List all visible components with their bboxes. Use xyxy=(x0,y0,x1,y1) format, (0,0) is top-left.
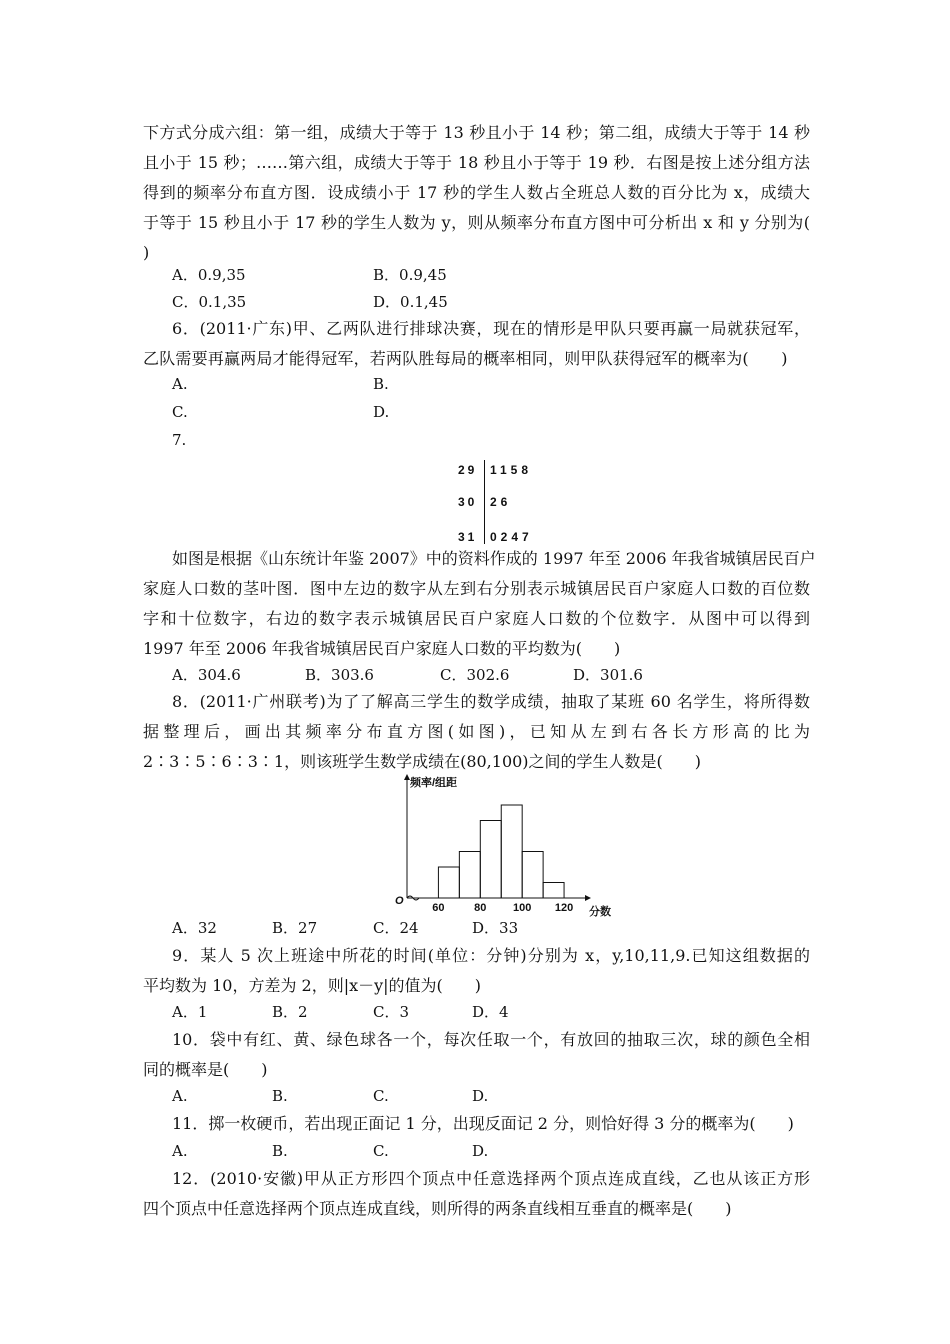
q8-line-2: 据整理后，画出其频率分布直方图(如图)，已知从左到右各长方形高的比为 xyxy=(143,722,810,741)
q8-option-a: A．32 xyxy=(172,919,217,937)
q7-option-c: C．302.6 xyxy=(440,666,510,684)
q10-option-b: B. xyxy=(272,1087,288,1105)
q6-option-a: A. xyxy=(172,375,188,393)
q5-line-1: 下方式分成六组：第一组，成绩大于等于 13 秒且小于 14 秒；第二组，成绩大于等于 14 秒 xyxy=(143,123,810,142)
histogram-ticks xyxy=(432,902,573,914)
leaves-29: 1158 xyxy=(490,463,533,477)
x-tick-label-60: 60 xyxy=(432,902,445,914)
q7-line-1: 如图是根据《山东统计年鉴 2007》中的资料作成的 1997 年至 2006 年我省城镇居民百户 xyxy=(172,549,816,568)
q5-option-c: C．0.1,35 xyxy=(172,293,247,311)
q11-line-1: 11．掷一枚硬币，若出现正面记 1 分，出现反面记 2 分，则恰好得 3 分的概率为( ) xyxy=(172,1114,794,1133)
q11-option-a: A. xyxy=(172,1142,188,1160)
q6-option-b: B. xyxy=(373,375,389,393)
x-tick-label-100: 100 xyxy=(512,902,532,914)
q11-option-b: B. xyxy=(272,1142,288,1160)
q5-option-a: A．0.9,35 xyxy=(172,266,246,284)
histogram-ylabel: 频率/组距 xyxy=(410,777,458,789)
q7-line-2: 家庭人口数的茎叶图．图中左边的数字从左到右分别表示城镇居民百户家庭人口数的百位数 xyxy=(143,579,810,598)
leaves-31: 0247 xyxy=(490,530,533,544)
q10-option-c: C. xyxy=(373,1087,389,1105)
frequency-histogram xyxy=(380,770,611,920)
q5-line-4: 于等于 15 秒且小于 17 秒的学生人数为 y，则从频率分布直方图中可分析出 x 和 y 分别为( xyxy=(143,213,810,232)
histogram-origin-label: O xyxy=(395,895,404,907)
q7-option-d: D．301.6 xyxy=(573,666,643,684)
q8-option-c: C．24 xyxy=(373,919,419,937)
q6-option-c: C. xyxy=(172,403,188,421)
q5-line-5: ) xyxy=(143,243,150,262)
histogram-bar-80-90 xyxy=(480,821,501,899)
q9-option-d: D．4 xyxy=(472,1003,509,1021)
q7-option-a: A．304.6 xyxy=(172,666,241,684)
q7-line-3: 字和十位数字，右边的数字表示城镇居民百户家庭人口数的个位数字．从图中可以得到 xyxy=(143,609,810,628)
q5-line-3: 得到的频率分布直方图．设成绩小于 17 秒的学生人数占全班总人数的百分比为 x，成绩大 xyxy=(143,183,810,202)
leaves-30: 26 xyxy=(490,495,512,509)
x-tick-label-80: 80 xyxy=(474,902,487,914)
histogram-bar-60-70 xyxy=(438,867,459,898)
stem-leaf-plot xyxy=(440,458,560,548)
histogram-xlabel: 分数 xyxy=(589,906,611,918)
q6-line-2: 乙队需要再赢两局才能得冠军，若两队胜每局的概率相同，则甲队获得冠军的概率为( ) xyxy=(143,349,788,368)
q6-option-d: D. xyxy=(373,403,390,421)
stem-30: 30 xyxy=(458,495,478,509)
q6-line-1: 6．(2011·广东)甲、乙两队进行排球决赛，现在的情形是甲队只要再赢一局就获冠军， xyxy=(172,319,810,338)
q9-option-c: C．3 xyxy=(373,1003,410,1021)
q12-line-2: 四个顶点中任意选择两个顶点连成直线，则所得的两条直线相互垂直的概率是( ) xyxy=(143,1199,732,1218)
stem-29: 29 xyxy=(458,463,478,477)
q12-line-1: 12．(2010·安徽)甲从正方形四个顶点中任意选择两个顶点连成直线，乙也从该正方形 xyxy=(172,1169,810,1188)
stem-31: 31 xyxy=(458,530,478,544)
x-axis-arrow xyxy=(585,895,591,901)
histogram-axes xyxy=(404,774,591,901)
q10-option-d: D. xyxy=(472,1087,489,1105)
q7-line-4: 1997 年至 2006 年我省城镇居民百户家庭人口数的平均数为( ) xyxy=(143,639,621,658)
q5-line-2: 且小于 15 秒；……第六组，成绩大于等于 18 秒且小于等于 19 秒．右图是按上述分组方法 xyxy=(143,153,810,172)
q10-option-a: A. xyxy=(172,1087,188,1105)
q10-line-1: 10．袋中有红、黄、绿色球各一个，每次任取一个，有放回的抽取三次，球的颜色全相 xyxy=(172,1030,810,1049)
q8-option-b: B．27 xyxy=(272,919,318,937)
q9-line-1: 9．某人 5 次上班途中所花的时间(单位：分钟)分别为 x，y,10,11,9.已知这组数据的 xyxy=(172,946,810,965)
histogram-bar-110-120 xyxy=(543,883,564,899)
histogram-bar-90-100 xyxy=(501,805,522,898)
stem-leaf-divider xyxy=(484,460,485,544)
q11-option-c: C. xyxy=(373,1142,389,1160)
q8-line-3: 2∶3∶5∶6∶3∶1，则该班学生数学成绩在(80,100)之间的学生人数是( ) xyxy=(143,752,702,771)
histogram-bar-70-80 xyxy=(459,852,480,899)
histogram-bars xyxy=(438,805,564,898)
x-tick-label-120: 120 xyxy=(554,902,574,914)
q5-option-d: D．0.1,45 xyxy=(373,293,448,311)
q8-option-d: D．33 xyxy=(472,919,519,937)
q7-number: 7. xyxy=(172,431,187,449)
q11-option-d: D. xyxy=(472,1142,489,1160)
histogram-bar-100-110 xyxy=(522,852,543,899)
q9-line-2: 平均数为 10，方差为 2，则|x－y|的值为( ) xyxy=(143,976,482,995)
q8-line-1: 8．(2011·广州联考)为了了解高三学生的数学成绩，抽取了某班 60 名学生，将所得数 xyxy=(172,692,810,711)
q9-option-b: B．2 xyxy=(272,1003,308,1021)
q5-option-b: B．0.9,45 xyxy=(373,266,447,284)
q7-option-b: B．303.6 xyxy=(305,666,374,684)
q10-line-2: 同的概率是( ) xyxy=(143,1060,268,1079)
q9-option-a: A．1 xyxy=(172,1003,208,1021)
